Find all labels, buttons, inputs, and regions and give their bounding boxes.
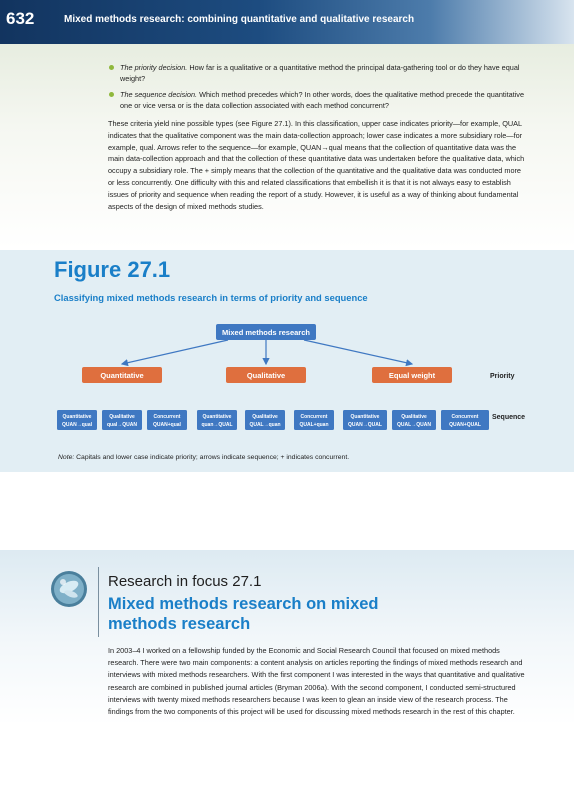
research-in-focus-kicker: Research in focus 27.1 [108,573,262,590]
svg-text:QUAL→quan: QUAL→quan [249,422,281,428]
svg-text:quan→QUAL: quan→QUAL [201,422,233,428]
priority-label: Equal weight [388,371,436,380]
svg-text:Qualitative: Qualitative [401,414,427,420]
research-in-focus-title: Mixed methods research on mixed methods research [108,595,379,633]
figure-subtitle: Classifying mixed methods research in terms of priority and sequence [54,292,368,303]
note-text: Capitals and lower case indicate priority; arrows indicate sequence; + indicates concurrent. [74,454,350,461]
svg-text:Concurrent: Concurrent [451,414,479,420]
leaf-node [147,410,187,430]
svg-text:Concurrent: Concurrent [300,414,328,420]
leaf-node [294,410,334,430]
root-node [216,324,316,340]
svg-text:qual→QUAN: qual→QUAN [107,422,137,428]
magnifier-globe-icon [50,570,88,608]
leaf-node [57,410,97,430]
sequence-axis-label: Sequence [492,414,526,421]
priority-label: Quantitative [100,371,144,380]
figure-note [58,454,349,461]
svg-text:QUAL+quan: QUAL+quan [299,422,329,428]
leaf-node [245,410,285,430]
connector-arrows [122,340,412,364]
leaf-node [392,410,436,430]
priority-node-quantitative [82,367,162,383]
leaf-node [441,410,489,430]
priority-axis-label: Priority [490,373,515,380]
priority-label: Qualitative [246,371,286,380]
divider-rule [98,567,99,637]
bullet-term: The sequence decision. [120,90,198,99]
running-title: Mixed methods research: combining quantitative and qualitative research [64,14,415,25]
svg-text:Quantitative: Quantitative [62,414,92,420]
svg-text:Qualitative: Qualitative [252,414,278,420]
leaf-node [343,410,387,430]
svg-text:QUAL→QUAN: QUAL→QUAN [397,422,431,428]
page-number: 632 [6,9,35,28]
note-label: Note: [58,454,75,461]
leaf-row [57,410,489,430]
leaf-node [102,410,142,430]
figure-title: Figure 27.1 [54,257,171,282]
svg-text:Quantitative: Quantitative [350,414,380,420]
priority-node-equal-weight [372,367,452,383]
research-in-focus-body: In 2003–4 I worked on a fellowship funded by the Economic and Social Research Council that focused on mixed methods research. There were two main components: a content analysis on articles reporting the findings of mixed methods research and interviews with mixed methods researchers. With the first component I was interested in the ways that quantitative and qualitative research are combined in published journal articles (Bryman 2006a). With the second component, I conducted semi-structured interviews with twenty mixed methods researchers because I was keen to glean an inside view of the research process. The findings from the two components of this project will be used for discussing mixed methods research in the rest of this chapter. [108,646,525,717]
svg-text:QUAN→qual: QUAN→qual [62,422,92,428]
svg-text:Qualitative: Qualitative [109,414,135,420]
body-paragraph: These criteria yield nine possible types (see Figure 27.1). In this classification, upper case indicates priority—for example, QUAL indicates that the qualitative component was the main data-collection approach; lower case indicates a more subsidiary role—for example, qual. Arrows refer to the sequence—for example, QUAN→qual means that the collection of quantitative data was the main data-collection approach and that the collection of these quantitative data was undertaken before the qualitative data, which occupy a subsidiary role. The + simply means that the collection of the quantitative and the qualitative data was conducted more or less concurrently. One difficulty with this and related classifications that embellish it is that it is not always easy to establish issues of priority and sequence when reading the report of a study. However, it is useful as a way of thinking about fundamental aspects of the design of mixed methods studies. [108,119,525,211]
leaf-node [197,410,237,430]
bullet-term: The priority decision. [120,63,188,72]
svg-text:QUAN+QUAL: QUAN+QUAL [449,422,481,428]
bullet-text: How far is a qualitative or a quantitative method the principal data-gathering tool or do they have equal weight? [120,63,520,83]
svg-text:Quantitative: Quantitative [202,414,232,420]
priority-node-qualitative [226,367,306,383]
svg-text:QUAN+qual: QUAN+qual [153,422,181,428]
bullet-text: Which method precedes which? In other words, does the qualitative method precede the quantitative one or vice versa or is the data collection associated with each method concurrent? [120,90,525,110]
root-label: Mixed methods research [222,328,310,337]
svg-text:QUAN→QUAL: QUAN→QUAL [348,422,382,428]
svg-text:Concurrent: Concurrent [153,414,181,420]
